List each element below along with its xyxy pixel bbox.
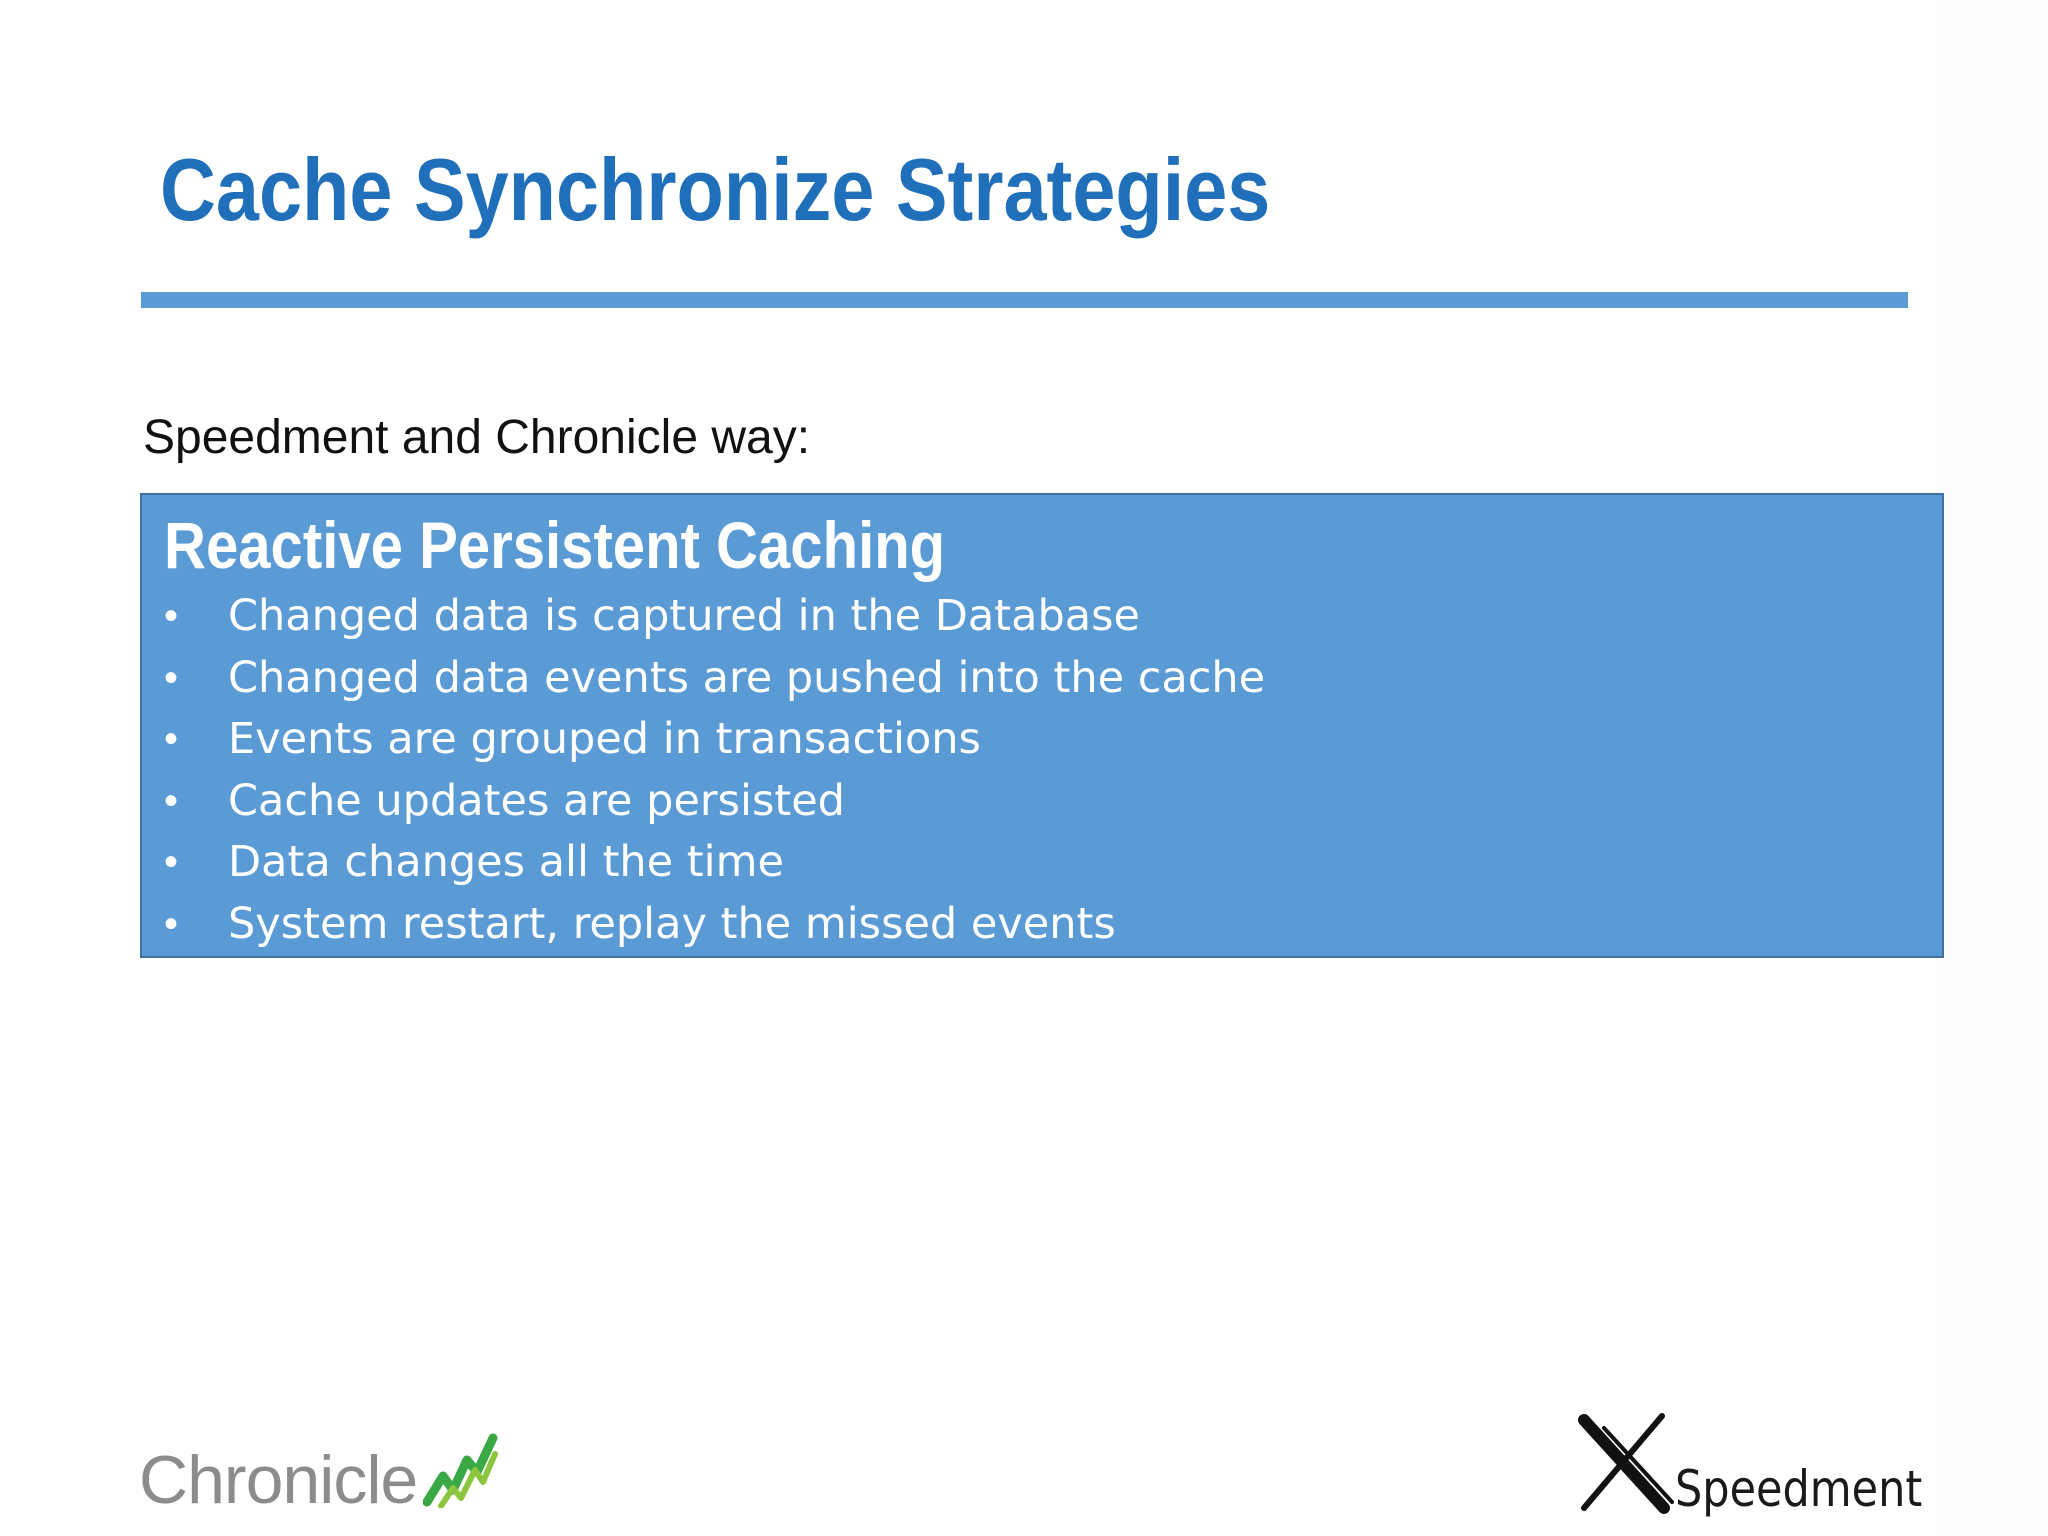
intro-text: Speedment and Chronicle way: — [143, 411, 811, 464]
slide-right-edge — [1936, 0, 2048, 1536]
chronicle-logo — [139, 1436, 499, 1516]
bullet-icon: • — [164, 840, 179, 884]
box-heading: Reactive Persistent Caching — [164, 508, 946, 582]
bullet-text: Changed data events are pushed into the cache — [228, 652, 1266, 703]
bullet-text: Events are grouped in transactions — [228, 714, 981, 764]
bullet-text: Cache updates are persisted — [228, 775, 845, 826]
bullet-icon: • — [164, 901, 179, 946]
reactive-caching-box — [140, 493, 1944, 958]
bullet-icon: • — [164, 594, 179, 638]
bullet-icon: • — [164, 778, 179, 823]
chronicle-wordmark: Chronicle — [139, 1442, 418, 1518]
bullet-text: Changed data is captured in the Database — [228, 591, 1140, 641]
bullet-text: System restart, replay the missed events — [228, 898, 1116, 949]
speedment-x-icon — [1576, 1410, 1676, 1516]
bullet-icon: • — [164, 717, 179, 761]
slide-title: Cache Synchronize Strategies — [160, 140, 1271, 239]
speedment-logo — [1576, 1410, 1923, 1520]
speedment-wordmark: Speedment — [1675, 1460, 1923, 1518]
bullet-text: Data changes all the time — [228, 837, 784, 887]
chronicle-zigzag-icon — [423, 1432, 499, 1508]
title-divider — [141, 292, 1908, 308]
bullet-icon: • — [164, 655, 179, 700]
